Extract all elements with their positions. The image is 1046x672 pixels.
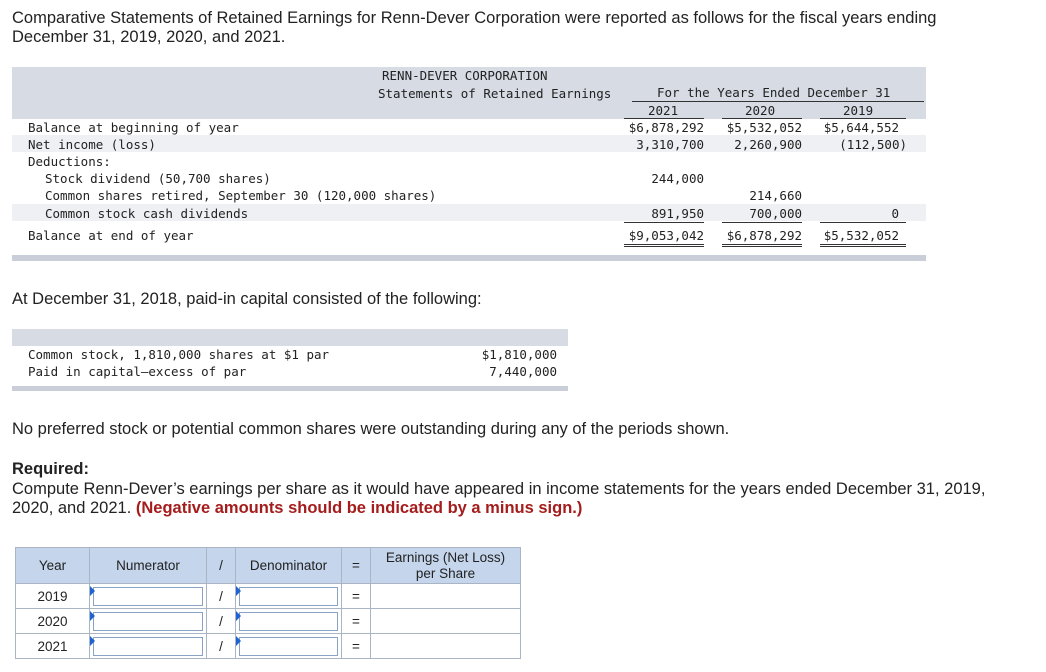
eps-answer-table: [15, 547, 521, 659]
denominator-input-2019[interactable]: [239, 587, 338, 606]
value-2019: (112,500): [839, 137, 907, 152]
period-header: For the Years Ended December 31: [657, 85, 891, 100]
value-2021: 244,000: [651, 171, 704, 186]
subtotal-underline: [624, 222, 704, 223]
value-2020: 2,260,900: [734, 137, 802, 152]
denominator-cell: [236, 584, 342, 609]
row-year: 2019: [16, 584, 90, 609]
company-name: RENN-DEVER CORPORATION: [382, 68, 548, 83]
row-label: Stock dividend (50,700 shares): [45, 171, 271, 186]
period-header-underline: [632, 101, 924, 102]
header-equals: =: [342, 548, 371, 584]
row-divide: /: [207, 584, 236, 609]
numerator-input-2021[interactable]: [93, 637, 203, 656]
paid-in-capital-table: [12, 329, 568, 391]
row-equals: =: [342, 584, 371, 609]
eps-result-2019: [371, 584, 521, 609]
input-marker-icon: [90, 611, 95, 621]
denominator-input-2021[interactable]: [239, 637, 338, 656]
input-marker-icon: [236, 586, 241, 596]
value-2021: $6,878,292: [628, 120, 704, 135]
header-eps-line-2: per Share: [415, 565, 476, 581]
statement-title: Statements of Retained Earnings: [378, 86, 612, 101]
input-marker-icon: [236, 636, 241, 646]
denominator-cell: [236, 609, 342, 634]
paid-in-label: Paid in capital—excess of par: [28, 364, 247, 379]
row-divide: /: [207, 609, 236, 634]
numerator-cell: [90, 584, 207, 609]
intro-line-2: December 31, 2019, 2020, and 2021.: [12, 28, 286, 46]
year-2019: 2019: [843, 103, 874, 118]
preferred-stock-note: No preferred stock or potential common shares were outstanding during any of the periods shown.: [12, 420, 730, 438]
header-divide: /: [207, 548, 236, 584]
value-2019: $5,644,552: [823, 120, 899, 135]
header-eps-line-1: Earnings (Net Loss): [385, 549, 506, 565]
row-label: Common shares retired, September 30 (120,000 shares): [45, 188, 437, 203]
denominator-input-2020[interactable]: [239, 612, 338, 631]
numerator-input-2020[interactable]: [93, 612, 203, 631]
year-underline: [820, 118, 906, 119]
row-label: Balance at beginning of year: [28, 120, 239, 135]
retained-earnings-statement: [12, 67, 926, 261]
header-year: Year: [16, 548, 90, 584]
total-double-underline: [820, 244, 906, 247]
value-2019: 0: [891, 206, 899, 221]
required-line-2: [12, 498, 582, 518]
value-2020: $6,878,292: [726, 228, 802, 243]
value-2021: 3,310,700: [636, 137, 704, 152]
input-marker-icon: [90, 586, 95, 596]
value-2020: $5,532,052: [726, 120, 802, 135]
row-year: 2020: [16, 609, 90, 634]
year-underline: [624, 118, 704, 119]
required-line-2-text: 2020, and 2021.: [12, 499, 136, 517]
total-double-underline: [624, 244, 704, 247]
value-2021: 891,950: [651, 206, 704, 221]
year-2020: 2020: [745, 103, 776, 118]
denominator-cell: [236, 634, 342, 659]
table-row: [16, 634, 521, 659]
header-eps: [371, 548, 521, 584]
subtotal-underline: [820, 222, 906, 223]
paid-in-value: 7,440,000: [489, 364, 557, 379]
year-underline: [722, 118, 802, 119]
paid-in-bottom-band: [12, 386, 568, 391]
input-marker-icon: [236, 611, 241, 621]
row-label: Net income (loss): [28, 137, 156, 152]
row-label: Common stock cash dividends: [45, 206, 249, 221]
subtotal-underline: [722, 222, 802, 223]
value-2020: 700,000: [749, 206, 802, 221]
total-double-underline: [722, 244, 802, 247]
value-2020: 214,660: [749, 188, 802, 203]
row-year: 2021: [16, 634, 90, 659]
row-label: Deductions:: [28, 154, 111, 169]
eps-result-2021: [371, 634, 521, 659]
header-denominator: Denominator: [236, 548, 342, 584]
paid-in-label: Common stock, 1,810,000 shares at $1 par: [28, 347, 330, 362]
required-line-1: Compute Renn-Dever’s earnings per share as it would have appeared in income statements for the years ended December 31, 2019,: [12, 480, 986, 498]
row-divide: /: [207, 634, 236, 659]
row-equals: =: [342, 609, 371, 634]
paid-in-value: $1,810,000: [481, 347, 557, 362]
negative-amount-instruction: (Negative amounts should be indicated by a minus sign.): [135, 499, 583, 517]
table-row: [16, 584, 521, 609]
eps-result-2020: [371, 609, 521, 634]
row-label: Balance at end of year: [28, 228, 194, 243]
input-marker-icon: [90, 636, 95, 646]
paid-in-header-band: [12, 329, 568, 346]
value-2021: $9,053,042: [628, 228, 704, 243]
paid-in-intro: At December 31, 2018, paid-in capital consisted of the following:: [12, 290, 482, 308]
intro-line-1: Comparative Statements of Retained Earnings for Renn-Dever Corporation were reported as follows for the fiscal years ending: [12, 9, 937, 27]
year-2021: 2021: [648, 103, 679, 118]
row-equals: =: [342, 634, 371, 659]
statement-bottom-band: [12, 255, 926, 261]
header-numerator: Numerator: [90, 548, 207, 584]
numerator-cell: [90, 634, 207, 659]
numerator-input-2019[interactable]: [93, 587, 203, 606]
value-2019: $5,532,052: [823, 228, 899, 243]
numerator-cell: [90, 609, 207, 634]
required-heading: Required:: [12, 460, 90, 478]
table-row: [16, 609, 521, 634]
